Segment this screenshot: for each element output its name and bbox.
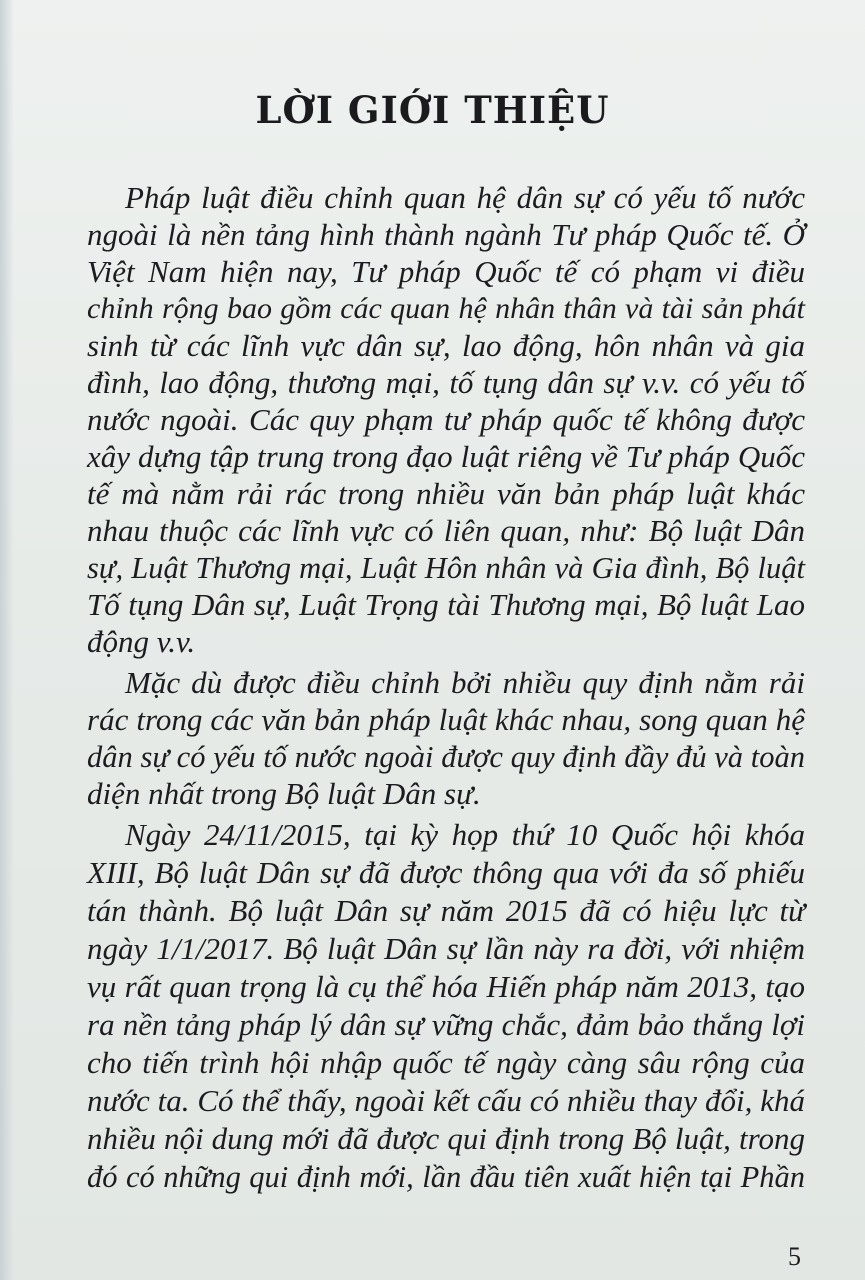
text-line: nước ngoài. Các quy phạm tư pháp quốc tế không được <box>87 402 805 437</box>
text-line: Mặc dù được điều chỉnh bởi nhiều quy định nằm rải <box>125 665 805 700</box>
text-line: Pháp luật điều chỉnh quan hệ dân sự có yếu tố nước <box>125 180 805 215</box>
text-line: XIII, Bộ luật Dân sự đã được thông qua với đa số phiếu <box>87 855 805 890</box>
text-line: ra nền tảng pháp lý dân sự vững chắc, đảm bảo thắng lợi <box>87 1007 805 1042</box>
text-line: đình, lao động, thương mại, tố tụng dân sự v.v. có yếu tố <box>87 365 805 400</box>
text-line: Ngày 24/11/2015, tại kỳ họp thứ 10 Quốc hội khóa <box>125 817 805 852</box>
text-line: nhiều nội dung mới đã được qui định trong Bộ luật, trong <box>87 1121 805 1156</box>
text-line: diện nhất trong Bộ luật Dân sự. <box>87 776 481 811</box>
text-line: rác trong các văn bản pháp luật khác nhau, song quan hệ <box>87 702 805 737</box>
text-line: đó có những qui định mới, lần đầu tiên xuất hiện tại Phần <box>87 1160 805 1194</box>
text-line: xây dựng tập trung trong đạo luật riêng về Tư pháp Quốc <box>87 439 805 474</box>
page-title: LỜI GIỚI THIỆU <box>255 88 610 132</box>
text-line: dân sự có yếu tố nước ngoài được quy định đầy đủ và toàn <box>87 740 805 774</box>
text-line: Tố tụng Dân sự, Luật Trọng tài Thương mại, Bộ luật Lao <box>87 587 805 622</box>
text-line: tán thành. Bộ luật Dân sự năm 2015 đã có hiệu lực từ <box>87 893 805 928</box>
text-line: động v.v. <box>87 624 196 659</box>
text-line: nhau thuộc các lĩnh vực có liên quan, như: Bộ luật Dân <box>87 513 805 548</box>
text-line: sinh từ các lĩnh vực dân sự, lao động, hôn nhân và gia <box>87 328 805 363</box>
text-line: nước ta. Có thể thấy, ngoài kết cấu có nhiều thay đổi, khá <box>87 1083 805 1118</box>
text-line: vụ rất quan trọng là cụ thể hóa Hiến pháp năm 2013, tạo <box>87 969 805 1004</box>
text-line: chỉnh rộng bao gồm các quan hệ nhân thân và tài sản phát <box>87 292 805 325</box>
text-line: ngoài là nền tảng hình thành ngành Tư pháp Quốc tế. Ở <box>87 217 805 252</box>
text-line: sự, Luật Thương mại, Luật Hôn nhân và Gia đình, Bộ luật <box>87 551 805 585</box>
text-line: cho tiến trình hội nhập quốc tế ngày càng sâu rộng của <box>87 1045 805 1080</box>
page-number: 5 <box>788 1242 801 1271</box>
text-line: Việt Nam hiện nay, Tư pháp Quốc tế có phạm vi điều <box>87 254 805 289</box>
text-line: ngày 1/1/2017. Bộ luật Dân sự lần này ra đời, với nhiệm <box>87 931 805 966</box>
text-line: tế mà nằm rải rác trong nhiều văn bản pháp luật khác <box>87 476 805 511</box>
